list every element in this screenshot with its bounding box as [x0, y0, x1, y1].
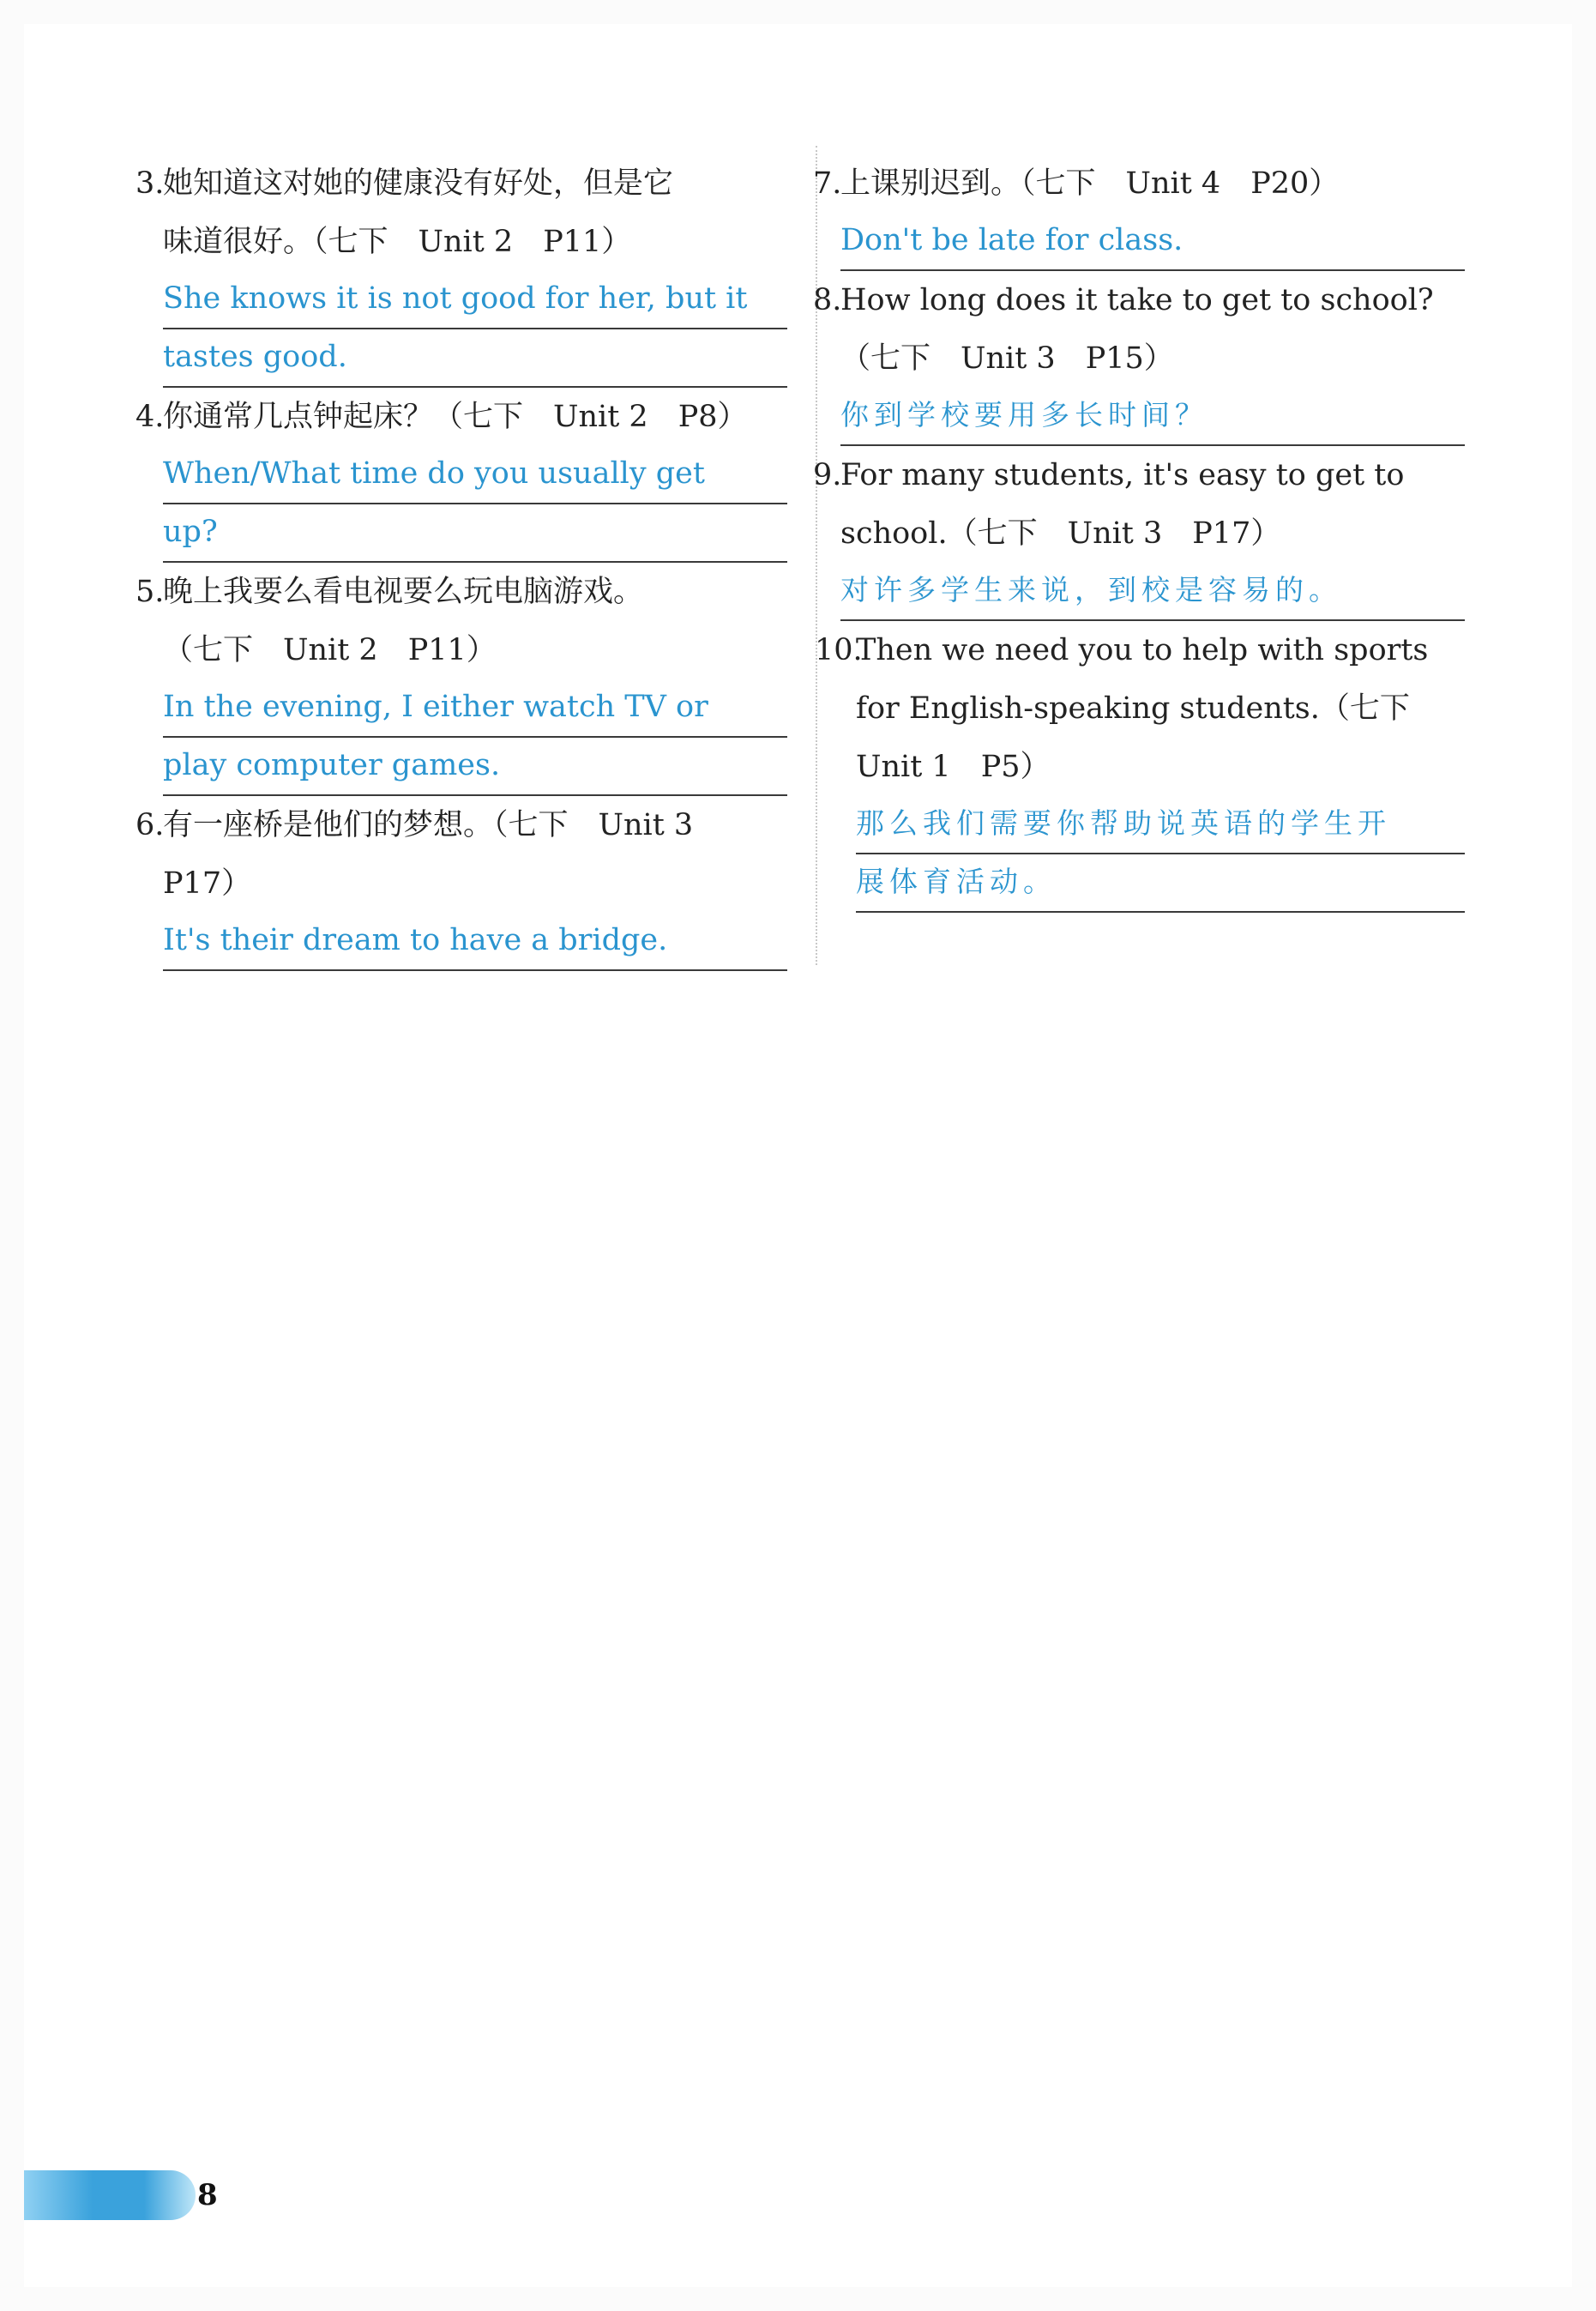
- question-text: P17）: [163, 866, 252, 901]
- question-text: Then we need you to help with sports: [856, 633, 1429, 667]
- exercise-item-7: [813, 154, 1465, 271]
- item-number: 8.: [813, 283, 842, 317]
- question-text: 上课别迟到。（七下 Unit 4 P20）: [840, 166, 1340, 201]
- column-divider: [816, 146, 817, 965]
- answer-line: 对许多学生来说，到校是容易的。: [840, 563, 1465, 621]
- question-text: 味道很好。（七下 Unit 2 P11）: [163, 225, 632, 259]
- item-number: 5.: [136, 575, 165, 609]
- item-number: 7.: [813, 166, 842, 201]
- item-number: 3.: [136, 166, 165, 201]
- question-text: How long does it take to get to school?: [840, 283, 1434, 317]
- answer-line: She knows it is not good for her, but it: [163, 271, 787, 329]
- question-text: 有一座桥是他们的梦想。（七下 Unit 3: [163, 808, 694, 842]
- left-column: [136, 154, 787, 971]
- answer-line: In the evening, I either watch TV or: [163, 679, 787, 738]
- right-column: [813, 154, 1465, 913]
- answer-line: play computer games.: [163, 738, 787, 796]
- question-text: （七下 Unit 2 P11）: [163, 633, 497, 667]
- question-text: for English-speaking students.（七下: [856, 691, 1410, 726]
- item-number: 4.: [136, 400, 165, 434]
- question-text: For many students, it's easy to get to: [840, 458, 1405, 492]
- page-number: 8: [197, 2178, 218, 2212]
- exercise-item-5: [136, 563, 787, 796]
- answer-line: up?: [163, 504, 787, 563]
- answer-line: tastes good.: [163, 329, 787, 388]
- question-text: 你通常几点钟起床？（七下 Unit 2 P8）: [163, 400, 748, 434]
- answer-line: 你到学校要用多长时间？: [840, 388, 1465, 446]
- item-number: 9.: [813, 458, 842, 492]
- answer-line: When/What time do you usually get: [163, 446, 787, 504]
- page-number-tab: [24, 2170, 196, 2220]
- exercise-item-9: [813, 446, 1465, 621]
- exercise-item-3: [136, 154, 787, 388]
- question-text: 晚上我要么看电视要么玩电脑游戏。: [163, 575, 644, 609]
- exercise-item-6: [136, 796, 787, 971]
- question-text: school.（七下 Unit 3 P17）: [840, 516, 1281, 551]
- exercise-item-4: [136, 388, 787, 563]
- answer-line: It's their dream to have a bridge.: [163, 913, 787, 971]
- question-text: Unit 1 P5）: [856, 750, 1051, 784]
- exercise-item-10: [815, 621, 1465, 913]
- exercise-item-8: [813, 271, 1465, 446]
- item-number: 10.: [815, 633, 863, 667]
- answer-line: 展体育活动。: [856, 854, 1465, 913]
- answer-line: 那么我们需要你帮助说英语的学生开: [856, 796, 1465, 854]
- answer-line: Don't be late for class.: [840, 213, 1465, 271]
- item-number: 6.: [136, 808, 165, 842]
- question-text: （七下 Unit 3 P15）: [840, 341, 1174, 376]
- question-text: 她知道这对她的健康没有好处，但是它: [163, 166, 674, 201]
